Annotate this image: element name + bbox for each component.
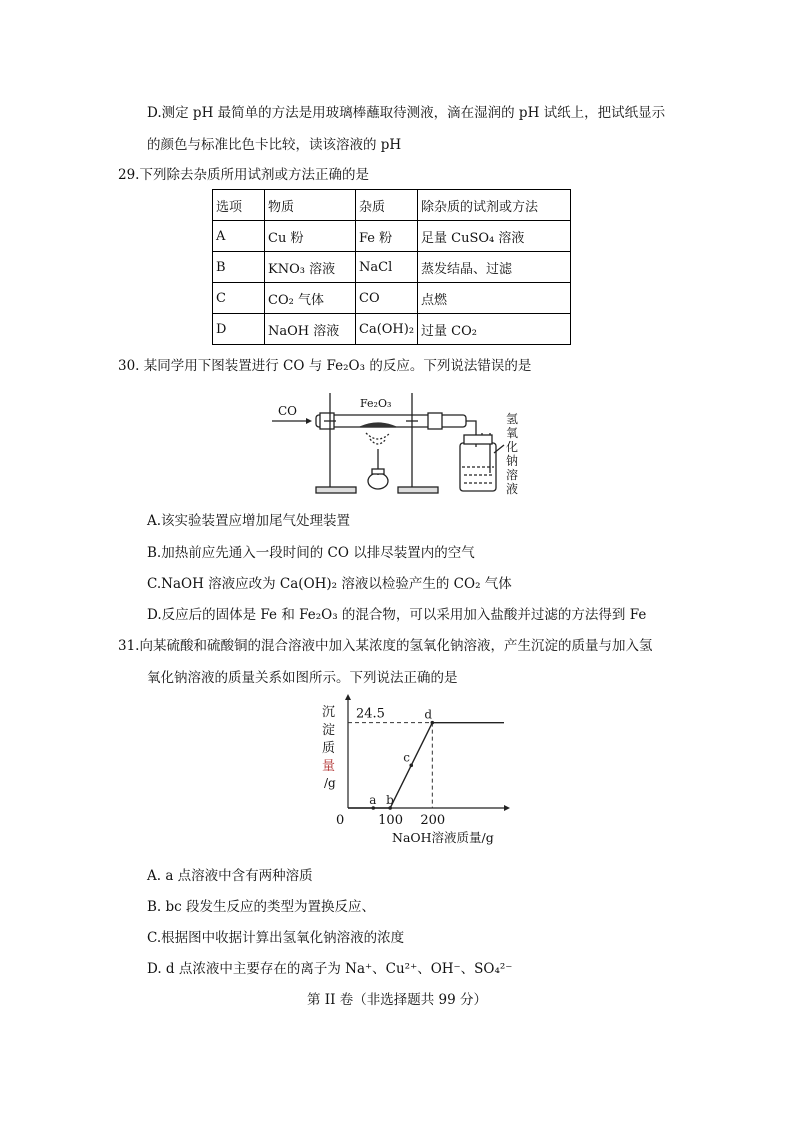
table-cell: NaCl: [356, 252, 418, 283]
arrow-head-icon: [306, 418, 312, 424]
alcohol-lamp: [368, 473, 388, 489]
x-tick-label: 200: [420, 813, 446, 828]
y-label-char: /g: [324, 776, 336, 790]
table-cell: B: [213, 252, 265, 283]
naoh-label-char: 钠: [506, 454, 519, 468]
y-axis-label: [322, 705, 336, 790]
table-cell: NaOH 溶液: [265, 314, 356, 345]
q30-stem: 30. 某同学用下图装置进行 CO 与 Fe₂O₃ 的反应。下列说法错误的是: [118, 358, 532, 374]
table-cell: C: [213, 283, 265, 314]
table-row: [213, 221, 571, 252]
x-tick-label: 100: [378, 813, 403, 828]
q31-stem-line2: 氧化钠溶液的质量关系如图所示。下列说法正确的是: [147, 670, 458, 686]
table-cell: CO₂ 气体: [265, 283, 356, 314]
table-cell: A: [213, 221, 265, 252]
q31-option-b: B. bc 段发生反应的类型为置换反应、: [147, 899, 375, 915]
table-header-cell: 杂质: [356, 190, 418, 221]
fe2o3-powder: [360, 423, 396, 427]
q31-option-c: C.根据图中收据计算出氢氧化钠溶液的浓度: [147, 930, 405, 946]
naoh-label-char: 液: [506, 482, 519, 496]
section-footer: 第 II 卷（非选择题共 99 分）: [306, 992, 487, 1008]
q30-option-d: D.反应后的固体是 Fe 和 Fe₂O₃ 的混合物，可以采用加入盐酸并过滤的方法得到 Fe: [147, 607, 647, 623]
table-cell: 过量 CO₂: [418, 314, 571, 345]
table-cell: Cu 粉: [265, 221, 356, 252]
stopper-right: [428, 413, 442, 429]
q31-stem-line1: 31.向某硫酸和硫酸铜的混合溶液中加入某浓度的氢氧化钠溶液，产生沉淀的质量与加入氢: [118, 638, 653, 654]
y-label-char: 沉: [322, 705, 336, 720]
origin-label: 0: [336, 813, 345, 828]
table-cell: 足量 CuSO₄ 溶液: [418, 221, 571, 252]
table-cell: CO: [356, 283, 418, 314]
bottle-stopper: [464, 435, 492, 444]
table-header-row: [213, 190, 571, 221]
table-cell: Fe 粉: [356, 221, 418, 252]
stand-base-left: [316, 487, 356, 493]
flame-glow: [366, 433, 390, 439]
q31-option-d: D. d 点浓液中主要存在的离子为 Na⁺、Cu²⁺、OH⁻、SO₄²⁻: [147, 961, 513, 977]
point-label: d: [424, 707, 433, 722]
table-row: [213, 283, 571, 314]
naoh-label-char: 化: [506, 440, 519, 454]
table-header-cell: 除杂质的试剂或方法: [418, 190, 571, 221]
q29-stem: 29.下列除去杂质所用试剂或方法正确的是: [118, 167, 369, 183]
fe2o3-label: Fe₂O₃: [360, 397, 392, 410]
naoh-label-char: 氧: [506, 426, 519, 440]
q30-option-a: A.该实验装置应增加尾气处理装置: [147, 513, 351, 529]
precipitate-mass-chart: [318, 694, 518, 850]
table-cell: Ca(OH)₂: [356, 314, 418, 345]
x-axis-arrow-icon: [504, 805, 510, 811]
table-cell: KNO₃ 溶液: [265, 252, 356, 283]
naoh-label-char: 溶: [506, 468, 519, 482]
q29-table: [212, 189, 571, 345]
q31-option-a: A. a 点溶液中含有两种溶质: [147, 868, 313, 884]
table-cell: D: [213, 314, 265, 345]
table-header-cell: 选项: [213, 190, 265, 221]
point-label: a: [369, 793, 377, 807]
table-row: [213, 252, 571, 283]
co-label: CO: [278, 404, 298, 418]
y-label-char: 淀: [322, 723, 336, 738]
y-label-char: 质: [322, 741, 336, 756]
point-label: b: [386, 793, 394, 807]
q30-option-c: C.NaOH 溶液应改为 Ca(OH)₂ 溶液以检验产生的 CO₂ 气体: [147, 576, 512, 592]
y-label-char: 量: [322, 759, 336, 774]
q28-option-d-line2: 的颜色与标准比色卡比较，读该溶液的 pH: [147, 137, 402, 153]
table-cell: 点燃: [418, 283, 571, 314]
y-tick-label: 24.5: [356, 706, 385, 722]
y-axis-arrow-icon: [345, 694, 351, 700]
table-cell: 蒸发结晶、过滤: [418, 252, 571, 283]
x-axis-label: NaOH溶液质量/g: [392, 830, 494, 845]
table-header-cell: 物质: [265, 190, 356, 221]
table-row: [213, 314, 571, 345]
q30-option-b: B.加热前应先通入一段时间的 CO 以排尽装置内的空气: [147, 545, 475, 561]
stand-base-right: [398, 487, 438, 493]
naoh-label-char: 氢: [506, 412, 519, 426]
point-label: c: [403, 750, 410, 765]
naoh-solution-label: [506, 412, 518, 496]
q28-option-d-line1: D.测定 pH 最简单的方法是用玻璃棒蘸取待测液，滴在湿润的 pH 试纸上，把试纸显示: [147, 105, 666, 121]
co-fe2o3-apparatus-figure: [268, 383, 530, 501]
